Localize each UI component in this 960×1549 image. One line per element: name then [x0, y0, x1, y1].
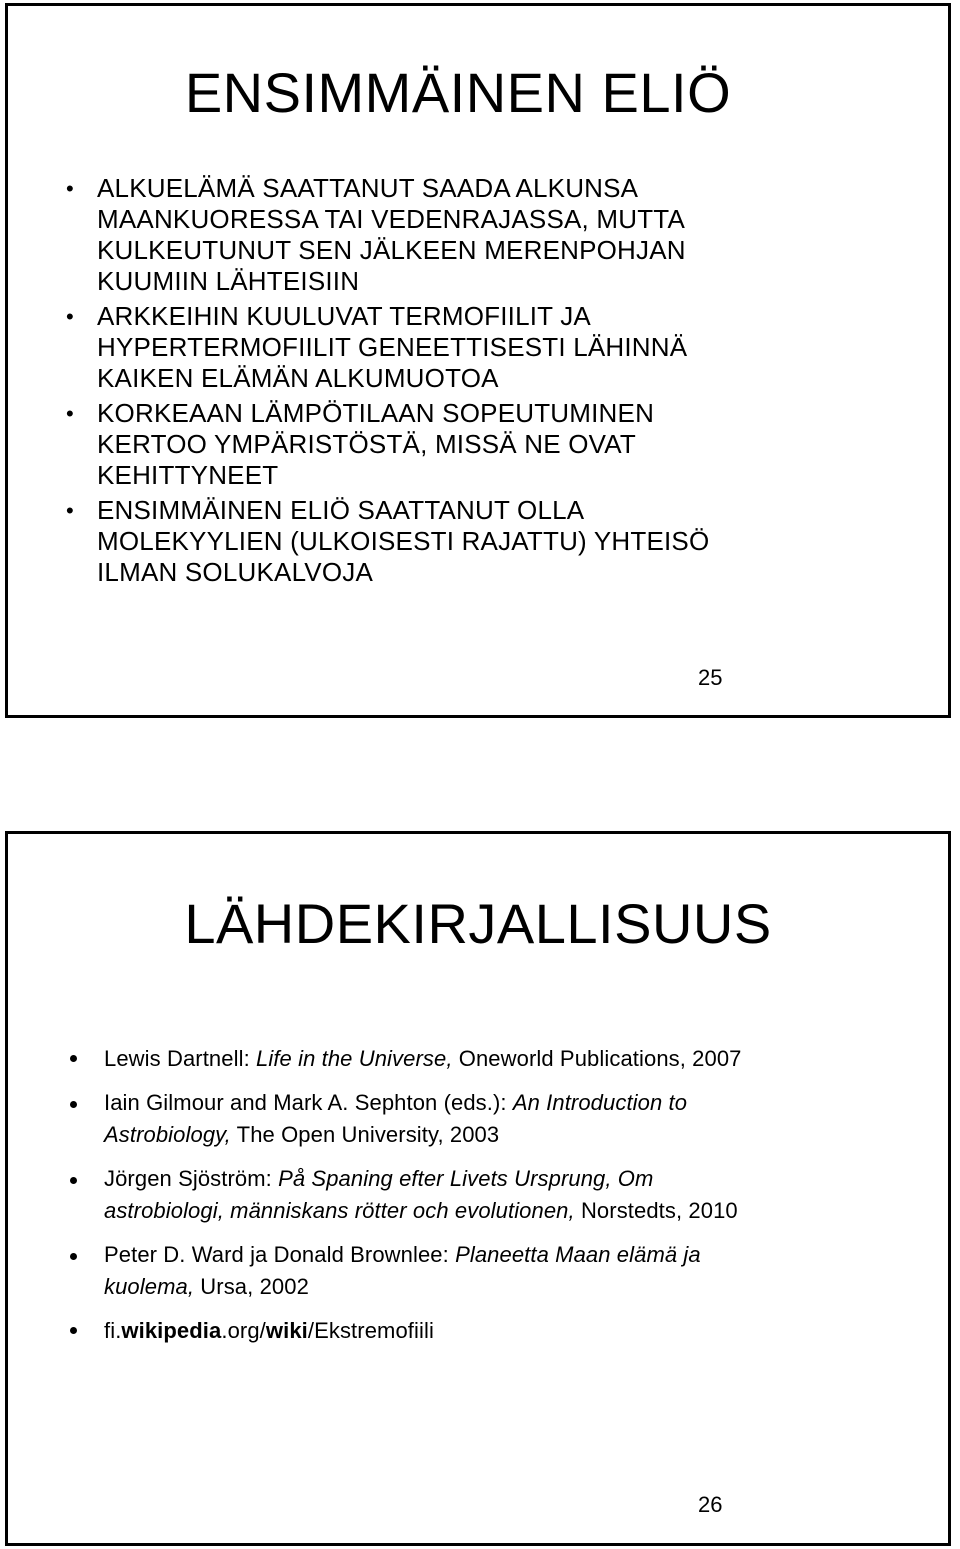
bullet-icon	[70, 1055, 77, 1062]
bullet-icon: •	[66, 401, 74, 426]
reference-link[interactable]: fi.wikipedia.org/wiki/Ekstremofiili	[68, 1315, 908, 1347]
slide-title: ENSIMMÄINEN ELIÖ	[184, 61, 732, 124]
slide-title: LÄHDEKIRJALLISUUS	[184, 892, 772, 955]
slide-26	[5, 831, 951, 1546]
slide-25	[5, 3, 951, 718]
bullet-item: • ALKUELÄMÄ SAATTANUT SAADA ALKUNSA MAANKUORESSA TAI VEDENRAJASSA, MUTTA KULKEUTUNUT SEN JÄLKEEN MERENPOHJAN KUUMIIN LÄHTEISIIN	[66, 173, 686, 296]
bullet-icon: •	[66, 498, 74, 523]
reference-list	[68, 1043, 908, 1359]
bullet-item: • KORKEAAN LÄMPÖTILAAN SOPEUTUMINEN KERTOO YMPÄRISTÖSTÄ, MISSÄ NE OVAT KEHITTYNEET	[66, 398, 655, 490]
page-number: 26	[698, 1492, 723, 1517]
bullet-item: • ENSIMMÄINEN ELIÖ SAATTANUT OLLA MOLEKYYLIEN (ULKOISESTI RAJATTU) YHTEISÖ ILMAN SOLUKALVOJA	[66, 495, 710, 587]
bullet-list	[66, 173, 896, 592]
bullet-icon	[70, 1253, 77, 1260]
bullet-icon: •	[66, 176, 74, 201]
bullet-icon	[70, 1327, 77, 1334]
bullet-icon	[70, 1177, 77, 1184]
bullet-icon: •	[66, 304, 74, 329]
reference-item: Iain Gilmour and Mark A. Sephton (eds.): An Introduction to Astrobiology, The Open University, 2003	[68, 1087, 908, 1151]
reference-item: Peter D. Ward ja Donald Brownlee: Planeetta Maan elämä ja kuolema, Ursa, 2002	[68, 1239, 908, 1303]
bullet-item: • ARKKEIHIN KUULUVAT TERMOFIILIT JA HYPERTERMOFIILIT GENEETTISESTI LÄHINNÄ KAIKEN ELÄMÄN ALKUMUOTOA	[66, 301, 688, 393]
reference-item: Lewis Dartnell: Life in the Universe, Oneworld Publications, 2007	[68, 1043, 908, 1075]
page-number: 25	[698, 665, 723, 690]
bullet-icon	[70, 1101, 77, 1108]
reference-item: Jörgen Sjöström: På Spaning efter Livets Ursprung, Om astrobiologi, människans rötter och evolutionen, Norstedts, 2010	[68, 1163, 908, 1227]
